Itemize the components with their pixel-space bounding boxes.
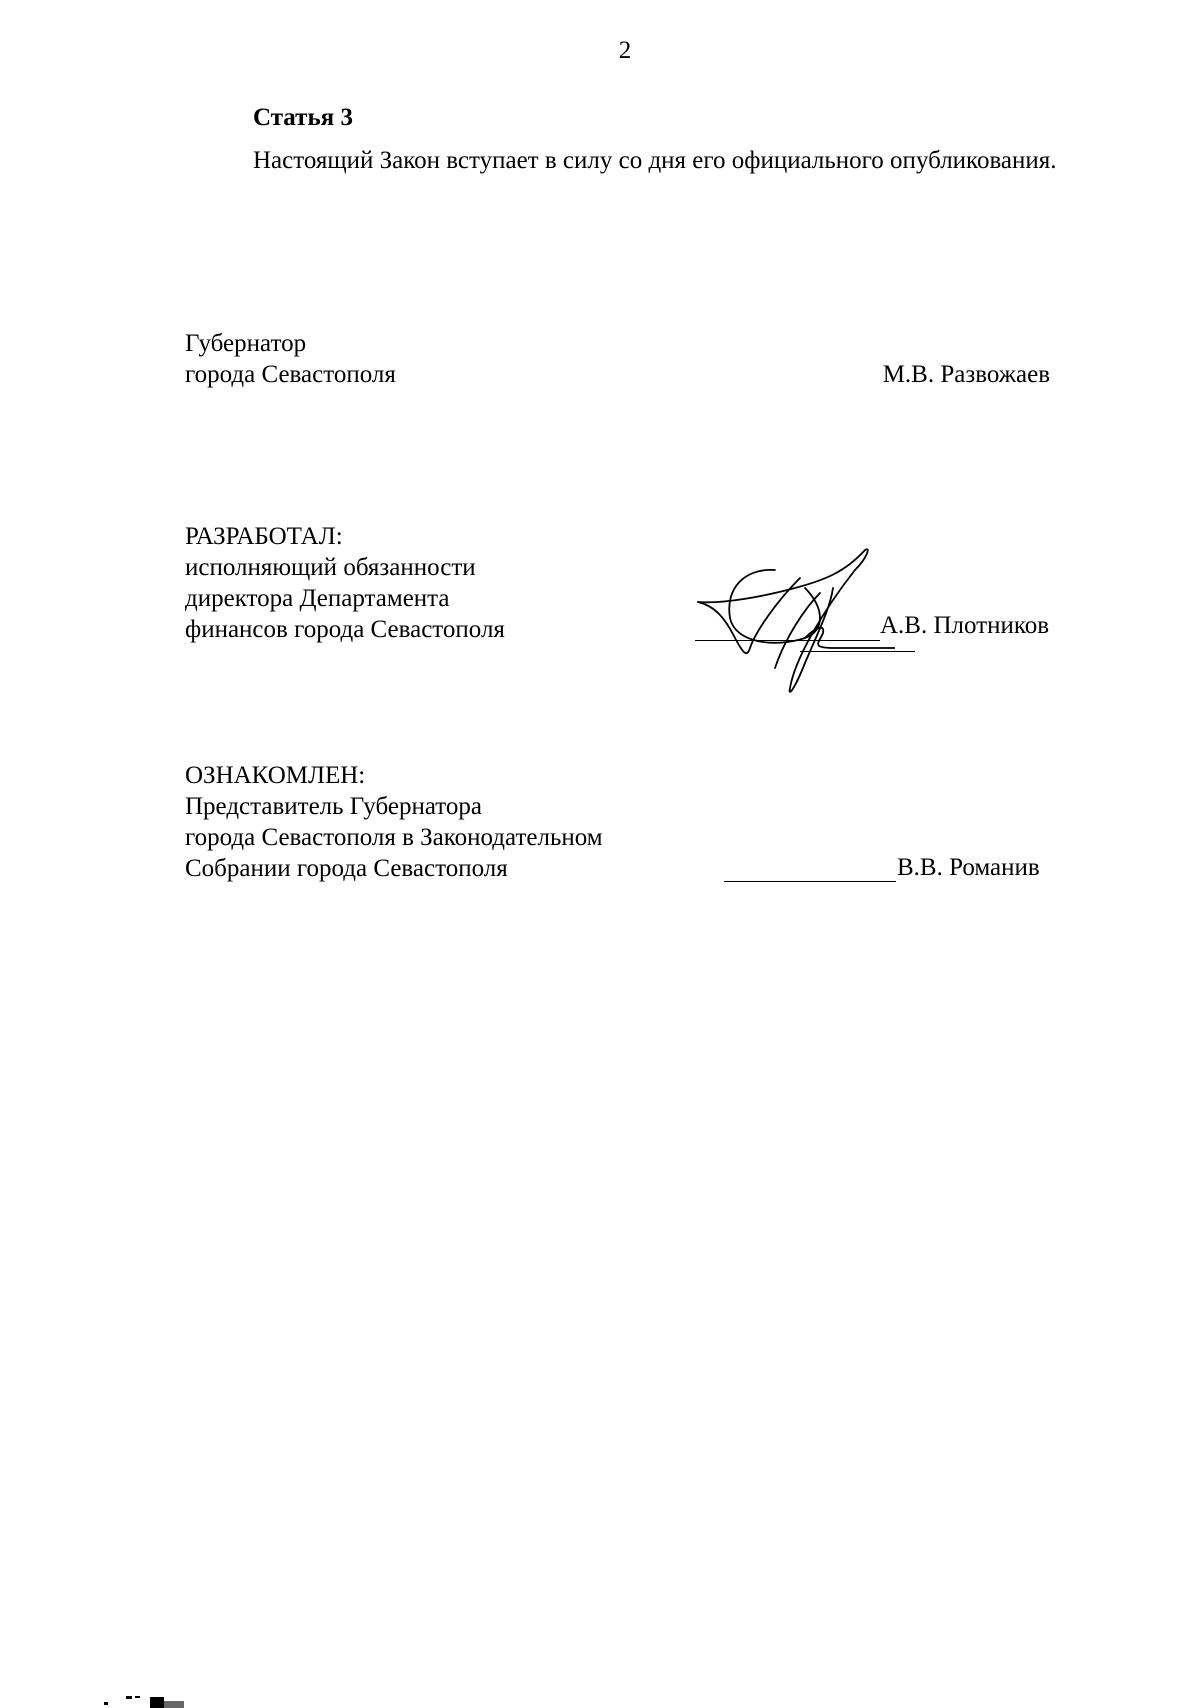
- article-text: Настоящий Закон вступает в силу со дня его официального опубликования.: [253, 147, 1057, 174]
- developed-position-line: директора Департамента: [185, 585, 450, 612]
- acknowledged-heading: ОЗНАКОМЛЕН:: [185, 762, 366, 789]
- governor-position-line: города Севастополя: [185, 361, 396, 388]
- developed-block: [185, 521, 505, 645]
- acknowledged-position-line: Представитель Губернатора: [185, 793, 482, 820]
- acknowledged-block: [185, 760, 603, 884]
- scan-artifact: [90, 1696, 200, 1708]
- article-title: Статья 3: [253, 104, 353, 131]
- acknowledger-name: В.В. Романив: [897, 854, 1040, 881]
- governor-position-line: Губернатор: [185, 330, 307, 357]
- developed-position-line: исполняющий обязанности: [185, 554, 476, 581]
- developed-position-line: финансов города Севастополя: [185, 616, 505, 643]
- governor-name: М.В. Развожаев: [882, 361, 1050, 388]
- page-number: 2: [618, 37, 632, 64]
- signature-line: [724, 881, 896, 882]
- acknowledged-position-line: города Севастополя в Законодательном: [185, 824, 603, 851]
- acknowledged-position-line: Собрании города Севастополя: [185, 855, 508, 882]
- developed-heading: РАЗРАБОТАЛ:: [185, 523, 343, 550]
- developer-name: А.В. Плотников: [880, 612, 1050, 639]
- handwritten-signature: [695, 548, 895, 698]
- governor-position: [185, 328, 396, 390]
